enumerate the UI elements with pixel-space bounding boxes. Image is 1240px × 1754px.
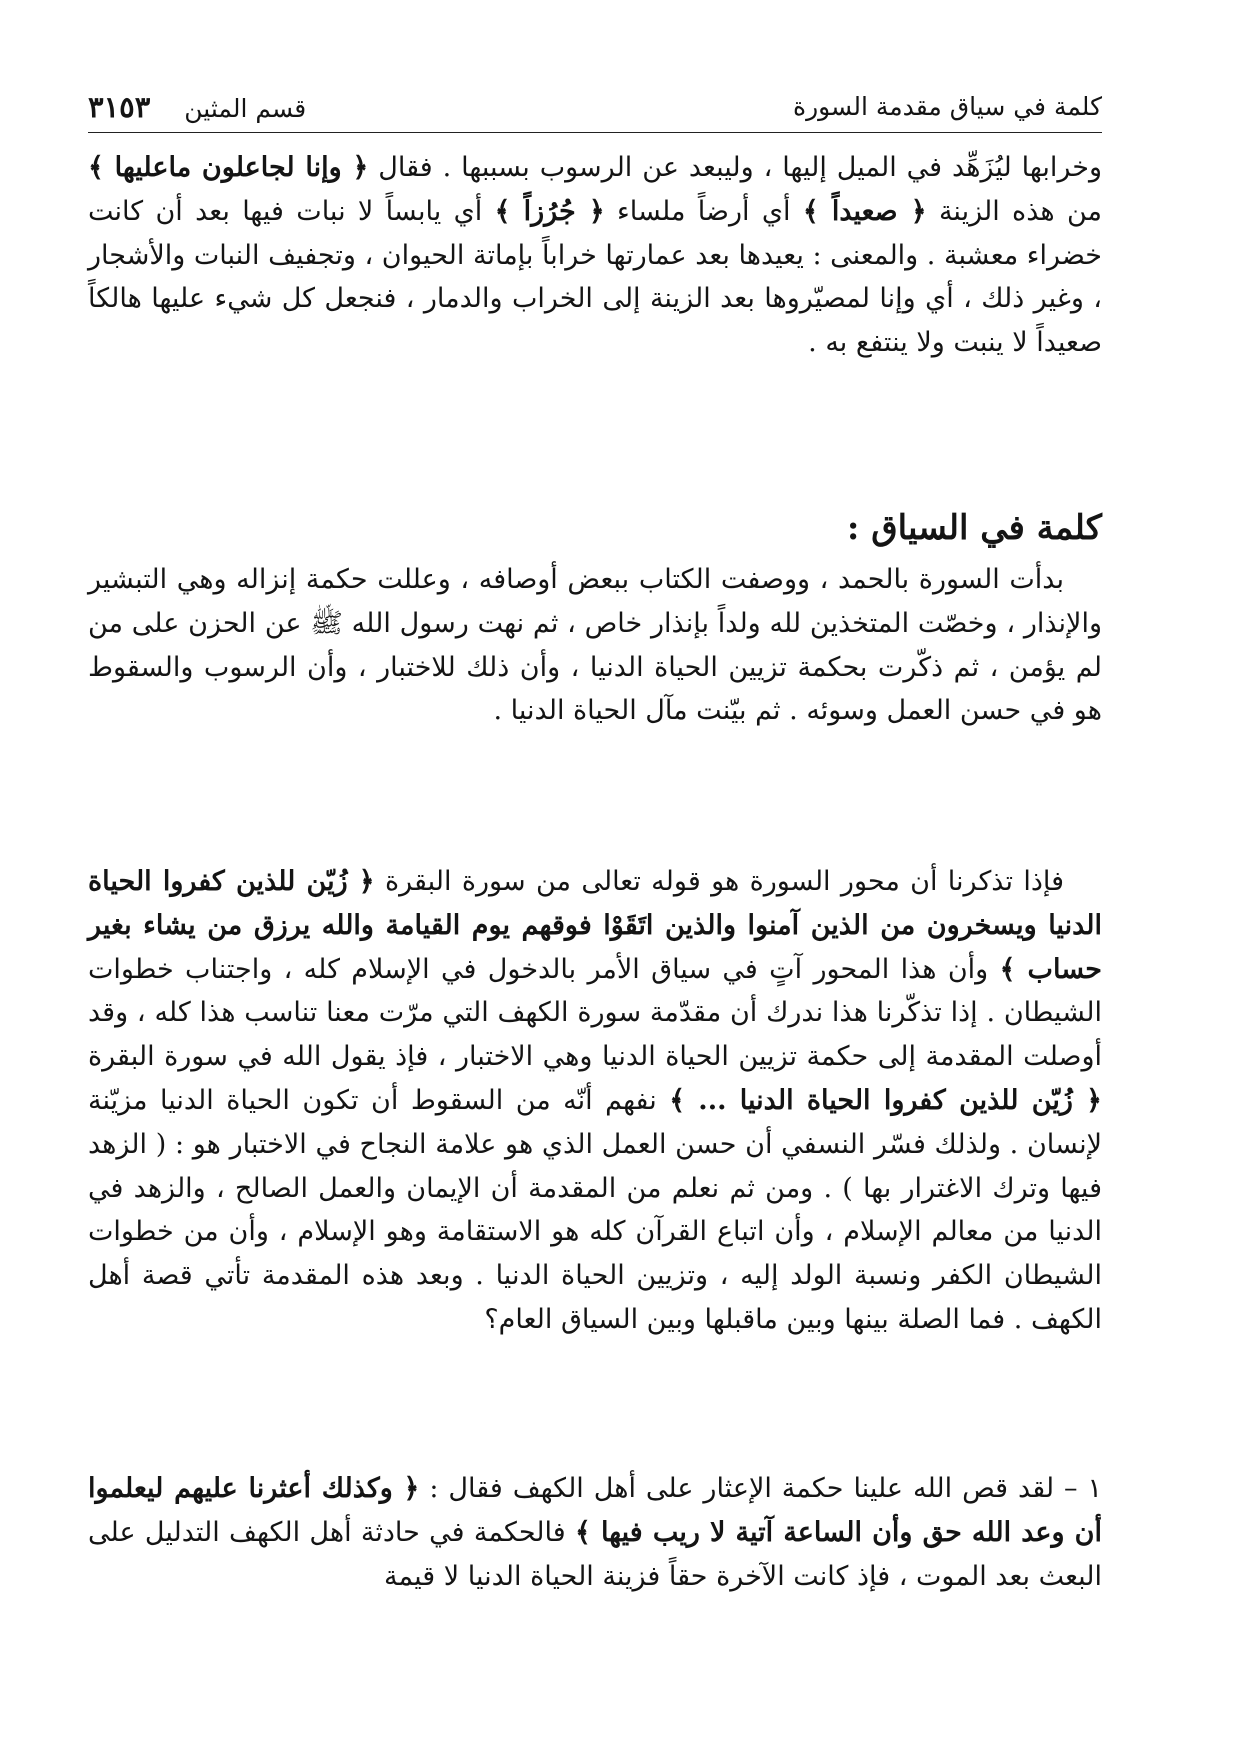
header-section-and-page [88, 84, 306, 132]
header-rule [88, 132, 1102, 133]
quran-quote: ﴿ وإنا لجاعلون ماعليها ﴾ [88, 152, 369, 183]
quran-quote: ﴿ زُيّن للذين كفروا الحياة الدنيا ... ﴾ [669, 1084, 1102, 1116]
text-run: فإذا تذكرنا أن محور السورة هو قوله تعالى من سورة البقرة [374, 866, 1064, 897]
text-run: من هذه الزينة [926, 195, 1102, 227]
quran-quote: ﴿ جُرُزاً ﴾ [494, 195, 605, 227]
page-header [88, 84, 1102, 130]
quran-quote: ﴿ زُيّن للذين كفروا الحياة الدنيا ويسخرون من الذين آمنوا والذين اتَقَوْا فوقهم يوم القيامة والله يرزق من يشاء بغير حساب ﴾ [88, 866, 1102, 985]
paragraph-point-one [88, 1467, 1102, 1598]
paragraph-text [88, 1467, 1102, 1598]
text-run: نفهم أنّه من السقوط أن تكون الحياة الدنيا مزيّنة لإنسان . ولذلك فسّر النسفي أن حسن العمل الذي هو علامة النجاح في الاختبار هو : ( الزهد فيها وترك الاغترار بها ) . ومن ثم نعلم من المقدمة أن الإيمان والعمل الصالح ، والزهد في الدنيا من معالم الإسلام ، وأن اتباع القرآن كله هو الاستقامة وهو الإسلام ، وأن من خطوات الشيطان الكفر ونسبة الولد إليه ، وتزيين الحياة الدنيا . وبعد هذه المقدمة تأتي قصة أهل الكهف . فما الصلة بينها وبين ماقبلها وبين السياق العام؟ [88, 1084, 1102, 1335]
text-run: وخرابها ليُزَهِّد في الميل إليها ، وليبعد عن الرسوب بسببها . فقال [368, 152, 1102, 183]
paragraph-text [88, 860, 1102, 1342]
paragraph-context [88, 558, 1102, 733]
paragraph-axis [88, 860, 1102, 1342]
text-run: ١ – لقد قص الله علينا حكمة الإعثار على أهل الكهف فقال : [419, 1473, 1103, 1504]
page-number: ٣١٥٣ [88, 90, 151, 124]
quran-quote: ﴿ صعيداً ﴾ [802, 195, 927, 227]
text-run: فالحكمة في حادثة أهل الكهف التدليل على البعث بعد الموت ، فإذ كانت الآخرة حقاً فزينة الحياة الدنيا لا قيمة [88, 1516, 1102, 1592]
section-name: قسم المثين [184, 94, 307, 123]
text-run: أي أرضاً ملساء [604, 195, 803, 227]
section-heading: كلمة في السياق : [846, 508, 1102, 548]
paragraph-text [88, 146, 1102, 365]
paragraph-continuation [88, 146, 1102, 365]
paragraph-text: بدأت السورة بالحمد ، ووصفت الكتاب ببعض أوصافه ، وعللت حكمة إنزاله وهي التبشير والإنذار ، وخصّت المتخذين لله ولداً بإنذار خاص ، ثم نهت رسول الله ﷺ عن الحزن على من لم يؤمن ، ثم ذكّرت بحكمة تزيين الحياة الدنيا ، وأن ذلك للاختبار ، وأن الرسوب والسقوط هو في حسن العمل وسوئه . ثم بيّنت مآل الحياة الدنيا . [88, 564, 1102, 727]
running-title: كلمة في سياق مقدمة السورة [792, 92, 1102, 121]
quran-quote: ﴿ وكذلك أعثرنا عليهم ليعلموا أن وعد الله حق وأن الساعة آتية لا ريب فيها ﴾ [88, 1473, 1102, 1548]
text-run: أي يابساً لا نبات فيها بعد أن كانت خضراء معشبة . والمعنى : يعيدها بعد عمارتها خراباً بإماتة الحيوان ، وتجفيف النبات والأشجار ، وغير ذلك ، أي وإنا لمصيّروها بعد الزينة إلى الخراب والدمار ، فنجعل كل شيء عليها هالكاً صعيداً لا ينبت ولا ينتفع به . [88, 195, 1102, 359]
text-run: وأن هذا المحور آتٍ في سياق الأمر بالدخول في الإسلام كله ، واجتناب خطوات الشيطان . إذا تذكّرنا هذا ندرك أن مقدّمة سورة الكهف التي مرّت معنا تناسب هذا كله ، وقد أوصلت المقدمة إلى حكمة تزيين الحياة الدنيا وهي الاختبار ، فإذ يقول الله في سورة البقرة [88, 953, 1102, 1073]
